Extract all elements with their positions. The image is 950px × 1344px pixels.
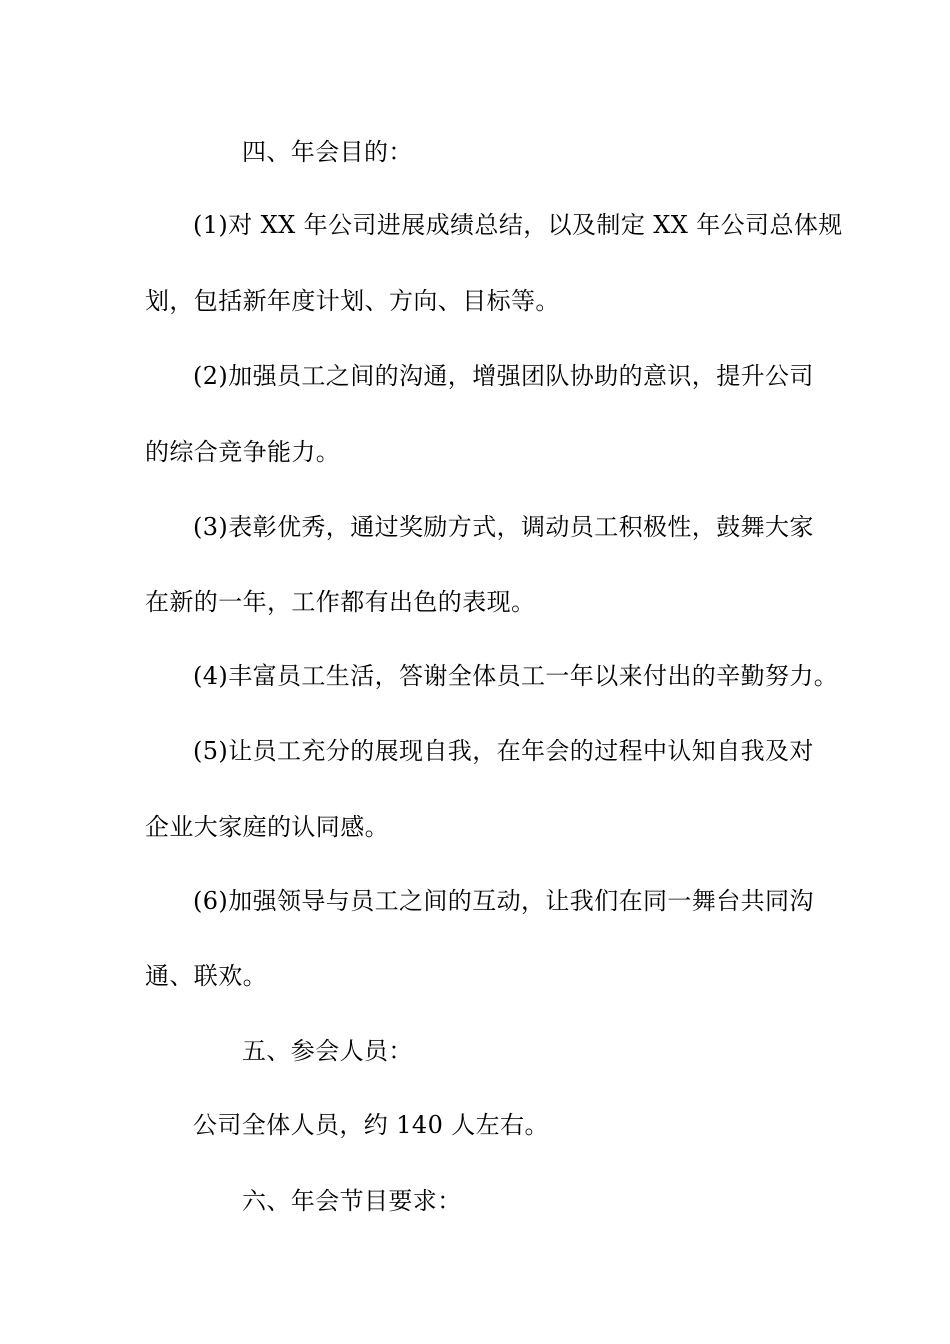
section-heading-purpose: 四、年会目的： <box>242 138 413 166</box>
purpose-item-1-continued: 划，包括新年度计划、方向、目标等。 <box>145 287 560 315</box>
purpose-item-2: (2)加强员工之间的沟通，增强团队协助的意识，提升公司 <box>193 362 814 390</box>
section-heading-attendees: 五、参会人员： <box>242 1037 413 1065</box>
attendees-text: 公司全体人员，约 140 人左右。 <box>193 1111 549 1139</box>
purpose-item-1: (1)对 XX 年公司进展成绩总结，以及制定 XX 年公司总体规 <box>193 211 843 239</box>
purpose-item-6-continued: 通、联欢。 <box>145 962 267 990</box>
purpose-item-6: (6)加强领导与员工之间的互动，让我们在同一舞台共同沟 <box>193 887 814 915</box>
purpose-item-5: (5)让员工充分的展现自我，在年会的过程中认知自我及对 <box>193 737 814 765</box>
purpose-item-3-continued: 在新的一年，工作都有出色的表现。 <box>145 588 536 616</box>
purpose-item-3: (3)表彰优秀，通过奖励方式，调动员工积极性，鼓舞大家 <box>193 513 814 541</box>
section-heading-program-requirements: 六、年会节目要求： <box>242 1187 462 1215</box>
purpose-item-5-continued: 企业大家庭的认同感。 <box>145 813 389 841</box>
purpose-item-2-continued: 的综合竞争能力。 <box>145 438 341 466</box>
purpose-item-4: (4)丰富员工生活，答谢全体员工一年以来付出的辛勤努力。 <box>193 662 839 690</box>
